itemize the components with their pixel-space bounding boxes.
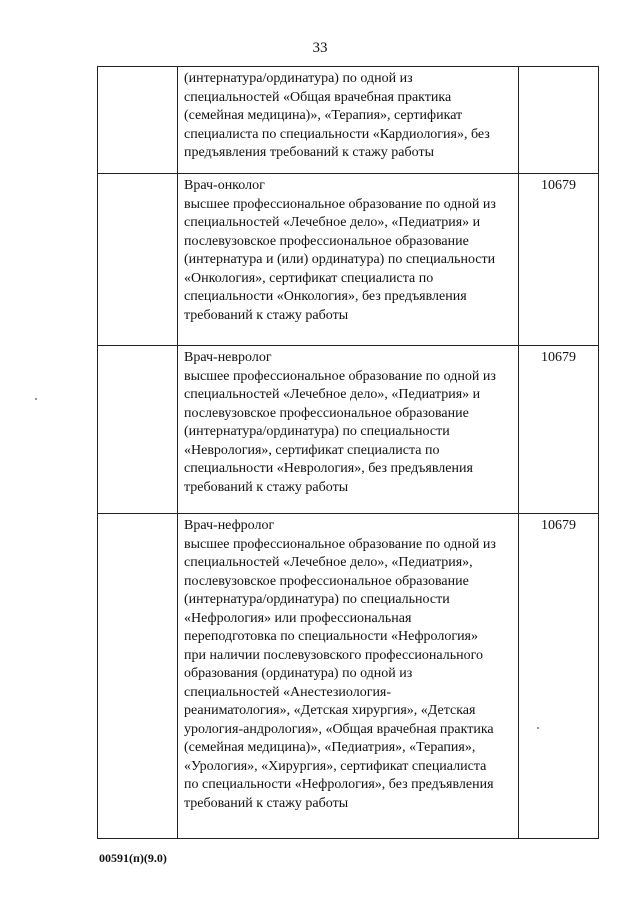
table-row — [98, 174, 599, 346]
text-line: Врач-онколог — [184, 178, 265, 193]
text-line: специальностей «Анестезиология- — [184, 684, 392, 700]
text-line: переподготовка по специальности «Нефрология» — [184, 629, 478, 644]
text-line: специалиста по специальности «Кардиология», без — [184, 126, 490, 142]
empty-cell — [98, 67, 178, 174]
text-line: специальностей «Лечебное дело», «Педиатрия» и — [184, 387, 481, 402]
text-line: послевузовское профессиональное образование — [184, 405, 469, 421]
document-footer-code: 00591(п)(9.0) — [99, 851, 167, 865]
row-1-code: 10679 — [541, 178, 576, 193]
row-2-code: 10679 — [541, 350, 576, 365]
text-line: требований к стажу работы — [184, 307, 349, 323]
text-line: требований к стажу работы — [184, 795, 349, 811]
text-line: высшее профессиональное образование по одной из — [184, 536, 496, 552]
text-line: «Неврология», сертификат специалиста по — [184, 442, 440, 458]
text-line: специальности «Неврология», без предъявления — [184, 461, 473, 476]
row-0-text — [178, 67, 518, 166]
description-cell — [178, 514, 519, 839]
description-cell — [178, 174, 519, 346]
text-line: «Нефрология» или профессиональная — [184, 610, 412, 626]
code-cell — [519, 514, 599, 839]
scan-speck — [537, 727, 539, 729]
text-line: при наличии послевузовского профессионального — [184, 647, 484, 663]
text-line: послевузовское профессиональное образование — [184, 233, 469, 249]
text-line: послевузовское профессиональное образование — [184, 573, 469, 589]
text-line: высшее профессиональное образование по одной из — [184, 196, 496, 212]
code-cell — [519, 67, 599, 174]
text-line: (интернатура/ординатура) по специальности — [184, 424, 450, 439]
empty-cell — [98, 346, 178, 514]
text-line: специальностей «Лечебное дело», «Педиатрия», — [184, 555, 473, 570]
table-row — [98, 514, 599, 839]
text-line: (интернатура/ординатура) по одной из — [184, 71, 413, 86]
text-line: (семейная медицина)», «Терапия», сертификат — [184, 108, 463, 123]
qualification-table — [97, 66, 599, 839]
row-0-code — [519, 67, 598, 70]
text-line: реаниматология», «Детская хирургия», «Детская — [184, 703, 476, 718]
code-cell — [519, 174, 599, 346]
text-line: специальности «Онкология», без предъявления — [184, 289, 467, 304]
text-line: специальностей «Общая врачебная практика — [184, 89, 452, 105]
text-line: по специальности «Нефрология», без предъявления — [184, 777, 494, 792]
text-line: «Онкология», сертификат специалиста по — [184, 270, 434, 286]
text-line: «Урология», «Хирургия», сертификат специалиста — [184, 758, 487, 774]
code-cell — [519, 346, 599, 514]
scan-speck — [35, 398, 37, 400]
row-2-text — [178, 346, 518, 500]
row-1-text — [178, 174, 518, 328]
row-3-text — [178, 514, 518, 816]
text-line: Врач-невролог — [184, 350, 272, 365]
text-line: (интернатура/ординатура) по специальности — [184, 592, 450, 607]
text-line: образования (ординатура) по одной из — [184, 666, 413, 681]
text-line: требований к стажу работы — [184, 479, 349, 495]
text-line: Врач-нефролог — [184, 518, 275, 533]
text-line: (интернатура и (или) ординатура) по специальности — [184, 252, 496, 267]
description-cell — [178, 346, 519, 514]
row-3-code: 10679 — [541, 518, 576, 533]
text-line: (семейная медицина)», «Педиатрия», «Терапия», — [184, 740, 476, 755]
text-line: урология-андрология», «Общая врачебная практика — [184, 721, 494, 737]
table-row — [98, 67, 599, 174]
text-line: специальностей «Лечебное дело», «Педиатрия» и — [184, 215, 481, 230]
text-line: высшее профессиональное образование по одной из — [184, 368, 496, 384]
text-line: предъявления требований к стажу работы — [184, 145, 434, 160]
table-body — [98, 67, 599, 839]
description-cell — [178, 67, 519, 174]
table-row — [98, 346, 599, 514]
page-number: 33 — [312, 40, 328, 56]
empty-cell — [98, 514, 178, 839]
empty-cell — [98, 174, 178, 346]
